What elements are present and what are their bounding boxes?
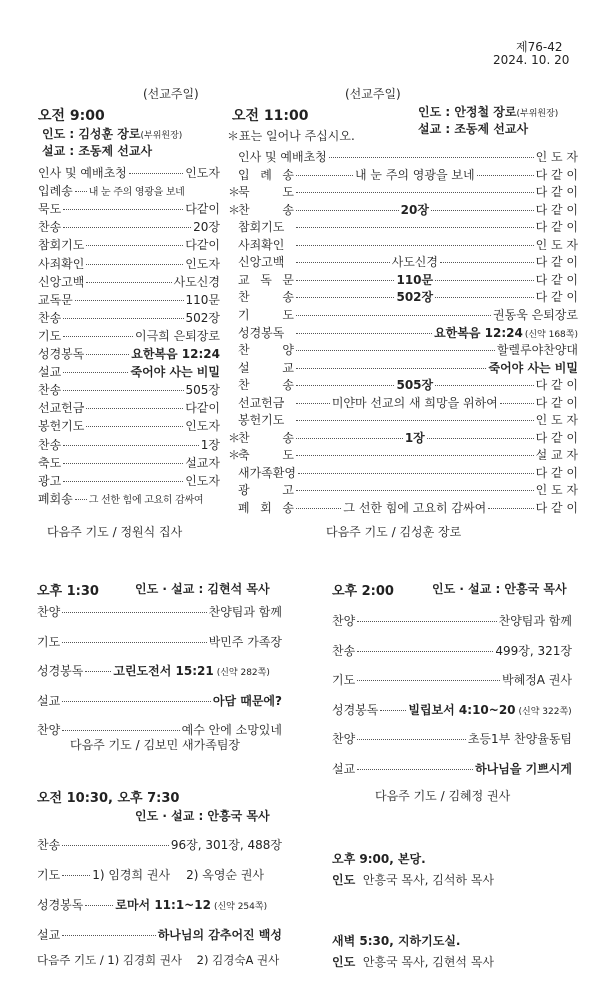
left-order-label: 축도 [38,455,62,470]
left-order-row [38,490,220,507]
left-order-value: 1장 [200,437,220,452]
right-order-label: 묵 도 [238,185,294,200]
right-order-row [228,236,578,253]
pm200-value: 초등1부 찬양율동팀 [467,732,572,746]
dot-leader [296,262,390,263]
pm200-value: 499장, 321장 [495,643,572,658]
pm200-value: 하나님을 기쁘시게 [475,761,572,776]
left-order-label: 참회기도 [38,238,85,253]
right-order-row [228,341,578,358]
am1030-prayer-row: 기도 1) 임경희 권사 2) 옥영순 권사 [37,868,264,882]
left-order-label: 교독문 [38,292,73,307]
left-order-value: 이극희 은퇴장로 [135,328,220,343]
pm130-note: (신약 282쪽) [216,668,270,678]
dot-leader [62,642,206,643]
dot-leader [62,612,206,613]
left-order-label: 기도 [38,328,62,343]
left-order-value: 설교자 [185,455,220,470]
right-order-value: 설 교 자 [535,448,578,463]
pm200-next-prayer: 다음주 기도 / 김혜정 권사 [375,789,511,803]
pm200-value: 찬양팀과 함께 [498,614,572,628]
right-order-label: 찬 송 [238,430,294,445]
right-order-value: 다 같 이 [535,378,578,393]
pm130-label: 찬양 [37,605,61,619]
right-order-label: 교 독 문 [238,272,294,287]
left-order-label: 폐회송 [38,491,73,506]
pm200-label: 찬양 [332,732,356,746]
dot-leader [296,175,353,176]
right-order-value: 다 같 이 [535,202,579,217]
dot-leader [296,192,534,193]
dot-leader [427,438,534,439]
left-order-center: 내 눈 주의 영광을 보네 [88,187,185,199]
left-order-row [38,182,220,199]
am1030-next-prayer: 다음주 기도 / 1) 김경희 권사 2) 김경숙A 권사 [37,953,280,967]
stand-marker: ＊ [228,430,241,445]
right-order-center: 505장 [396,378,434,393]
left-order-value: 인도자 [185,166,220,180]
stand-marker: ＊ [228,185,241,200]
dot-leader [296,210,399,211]
dot-leader [85,671,111,672]
right-order-value: 다 같 이 [535,430,579,445]
right-order-value: 다 같 이 [535,465,578,480]
left-order-label: 인사 및 예배초청 [38,166,127,180]
dot-leader [296,385,394,386]
dot-leader [435,297,533,298]
right-order-value: 다 같 이 [535,501,578,515]
dot-leader [329,157,534,158]
left-order-row [38,291,220,308]
dot-leader [62,701,211,702]
dot-leader [435,280,533,281]
dot-leader [86,245,183,246]
right-order-label: 찬 송 [238,378,294,393]
dot-leader [296,438,403,439]
right-order-row [228,218,578,235]
dot-leader [488,508,533,509]
left-order-value: 다같이 [185,238,220,253]
dot-leader [357,769,473,770]
right-order-center: 사도신경 [391,255,438,270]
left-order-label: 사죄확인 [38,256,85,271]
pm130-value: 아담 때문에? [212,693,282,708]
right-order-label: 폐 회 송 [238,501,294,515]
dawn-leader-row: 인도 안흥국 목사, 김현석 목사 [332,955,495,969]
right-order-label: 사죄확인 [238,237,285,252]
pm130-leader: 인도 · 설교 : 김현석 목사 [135,582,270,596]
pm200-label: 찬송 [332,643,356,658]
right-order-note: (신약 168쪽) [524,329,578,340]
pm130-label: 설교 [37,693,61,708]
dot-leader [63,481,183,482]
right-order-value: 인 도 자 [535,150,578,164]
dot-leader [63,372,128,373]
pm200-row [332,671,572,688]
left-order-row [38,363,220,380]
stand-note: ＊표는 일어나 주십시오. [227,129,355,143]
right-subtitle: (선교주일) [345,87,401,101]
left-order-row [38,381,220,398]
right-order-row [228,394,578,411]
pm200-label: 설교 [332,761,356,776]
right-order-center: 1장 [404,430,425,445]
right-order-value: 다 같 이 [535,395,578,410]
right-order-center: 그 선한 힘에 고요히 감싸여 [343,501,487,515]
left-time: 오전 9:00 [38,108,105,124]
left-order-label: 봉헌기도 [38,419,85,434]
right-order-label: 입 례 송 [238,167,294,182]
dot-leader [63,227,191,228]
right-next-prayer: 다음주 기도 / 김성훈 장로 [326,525,462,539]
right-order-row [228,166,578,183]
pm130-label: 찬양 [37,723,61,737]
left-order-row [38,164,220,181]
right-order-value: 다 같 이 [535,272,578,287]
left-order-value: 505장 [185,383,220,398]
dot-leader [357,680,500,681]
right-order-row [228,376,578,393]
pm200-leader: 인도 · 설교 : 안흥국 목사 [432,582,567,596]
pm130-row [37,603,282,620]
dot-leader [296,455,534,456]
left-order-value: 죽어야 사는 비밀 [130,365,220,380]
left-order-value: 인도자 [185,473,220,488]
right-order-row [228,464,578,481]
right-order-value: 죽어야 사는 비밀 [488,360,578,375]
dot-leader [63,336,133,337]
right-order-label: 찬 송 [238,290,294,305]
dot-leader [296,245,534,246]
left-order-value: 인도자 [185,256,220,271]
pm200-row [332,701,572,718]
left-order-row [38,327,220,344]
dot-leader [296,420,534,421]
pm200-value: 빌립보서 4:10~20 [408,702,516,717]
pm200-row [332,760,572,777]
dot-leader [296,227,534,228]
dot-leader [63,390,183,391]
dot-leader [357,739,466,740]
am1030-sermon-row: 설교 하나님의 감추어진 백성 [37,928,282,942]
dot-leader [296,333,432,334]
right-order-row [228,429,578,446]
dot-leader [86,282,171,283]
right-order-center: 미얀마 선교의 새 희망을 위하여 [331,395,498,410]
left-order-row [38,399,220,416]
right-order-row [228,499,578,516]
left-order-value: 110문 [185,292,220,307]
dot-leader [63,445,199,446]
pm130-value: 예수 안에 소망있네 [181,723,282,737]
pm200-time: 오후 2:00 [332,584,394,599]
pm130-label: 성경봉독 [37,664,84,678]
dot-leader [129,173,183,174]
dot-leader [62,730,179,731]
dot-leader [296,280,394,281]
am1030-leader: 인도 · 설교 : 안흥국 목사 [135,809,270,823]
right-order-label: 인사 및 예배초청 [238,150,327,164]
left-order-row [38,417,220,434]
dot-leader [63,318,183,319]
right-order-label: 축 도 [238,448,294,463]
stand-marker: ＊ [228,202,241,217]
left-order-row [38,454,220,471]
right-order-center: 110문 [396,272,434,287]
dot-leader [357,621,496,622]
left-order-value: 20장 [193,220,220,235]
right-order-label: 선교헌금 [238,395,285,410]
left-order-label: 성경봉독 [38,347,85,361]
right-order-label: 찬 송 [238,202,294,217]
dot-leader [296,508,341,509]
dot-leader [296,490,534,491]
right-order-row [228,253,578,270]
right-order-row [228,359,578,376]
left-order-value: 다같이 [185,202,220,217]
left-order-value: 요한복음 12:24 [131,347,220,361]
bulletin-number: 제76-42 [516,40,563,54]
left-order-center: 그 선한 힘에 고요히 감싸여 [88,494,204,506]
dot-leader [477,175,534,176]
right-order-label: 광 고 [238,483,294,498]
pm130-time: 오후 1:30 [37,584,99,599]
right-order-label: 설 교 [238,360,294,375]
pm130-row [37,662,282,679]
dot-leader [86,408,183,409]
right-order-value: 다 같 이 [535,167,578,182]
dawn-time: 새벽 5:30, 지하기도실. [332,934,461,948]
pm130-row [37,633,282,650]
dot-leader [357,651,493,652]
right-order-row [228,411,578,428]
bulletin-date: 2024. 10. 20 [493,53,570,67]
am1030-reading-row: 성경봉독 로마서 11:1~12 (신약 254쪽) [37,898,268,912]
right-order-center: 내 눈 주의 영광을 보네 [355,167,475,182]
right-order-row [228,324,578,341]
right-order-value: 권동욱 은퇴장로 [493,307,578,322]
left-order-value: 인도자 [185,419,220,434]
pm130-next-prayer: 다음주 기도 / 김보민 새가족팀장 [70,738,240,752]
stand-marker: ＊ [228,448,241,463]
pm200-label: 성경봉독 [332,702,379,717]
left-order-row [38,472,220,489]
left-order-label: 선교헌금 [38,401,85,416]
dot-leader [75,499,87,500]
dot-leader [75,300,184,301]
right-order-row [228,288,578,305]
left-order-label: 입례송 [38,184,73,199]
left-order-label: 신앙고백 [38,274,85,289]
right-order-value: 다 같 이 [535,185,578,200]
right-order-row [228,481,578,498]
left-order-row [38,273,220,290]
left-order-row [38,200,220,217]
left-order-value: 502장 [185,310,220,325]
left-order-row [38,436,220,453]
pm130-label: 기도 [37,634,61,649]
dot-leader [296,368,486,369]
dot-leader [63,463,183,464]
left-order-label: 찬송 [38,383,62,398]
right-order-label: 기 도 [238,307,294,322]
left-order-value: 다같이 [185,401,220,416]
left-next-prayer: 다음주 기도 / 정원식 집사 [47,525,183,539]
right-order-value: 인 도 자 [535,413,578,428]
dot-leader [75,191,87,192]
right-order-label: 새가족환영 [238,465,296,480]
left-order-value: 사도신경 [173,274,220,289]
right-order-row [228,201,578,218]
dot-leader [500,403,534,404]
right-order-label: 신앙고백 [238,255,285,270]
pm200-row [332,612,572,629]
left-subtitle: (선교주일) [143,87,199,101]
dot-leader [296,403,330,404]
dot-leader [296,315,491,316]
right-order-row [228,271,578,288]
right-order-row [228,446,578,463]
right-order-value: 요한복음 12:24 [434,325,523,340]
dot-leader [435,385,533,386]
pm200-label: 기도 [332,673,356,687]
dot-leader [86,426,183,427]
left-order-label: 찬송 [38,437,62,452]
left-preacher: 설교 : 조동제 선교사 [42,144,153,158]
left-order-label: 광고 [38,473,62,488]
dot-leader [63,209,183,210]
right-order-value: 다 같 이 [535,220,578,235]
pm130-value: 박민주 가족장 [208,634,282,649]
left-order-label: 찬송 [38,220,62,235]
right-order-label: 성경봉독 [238,325,285,340]
right-preacher: 설교 : 조동제 선교사 [418,122,529,136]
right-leader: 인도 : 안정철 장로(부위원장) [418,105,559,119]
right-order-label: 찬 양 [238,343,294,358]
dot-leader [380,710,406,711]
right-order-center: 502장 [396,290,434,305]
right-time: 오전 11:00 [232,108,309,124]
left-order-row [38,218,220,235]
dot-leader [440,262,534,263]
left-order-label: 설교 [38,365,62,380]
pm130-value: 고린도전서 15:21 [113,664,214,678]
dot-leader [298,473,534,474]
pm900-time: 오후 9:00, 본당. [332,852,426,866]
dot-leader [86,354,129,355]
left-order-row [38,255,220,272]
right-order-row [228,183,578,200]
right-order-value: 다 같 이 [535,290,578,305]
right-order-value: 인 도 자 [535,237,578,252]
right-order-center: 20장 [400,202,429,217]
dot-leader [296,297,394,298]
right-order-row [228,306,578,323]
am1030-time: 오전 10:30, 오후 7:30 [37,791,180,806]
pm200-note: (신약 322쪽) [518,706,572,717]
right-order-value: 인 도 자 [535,483,578,498]
pm130-value: 찬양팀과 함께 [208,605,282,619]
dot-leader [86,264,183,265]
am1030-hymn-row: 찬송 96장, 301장, 488장 [37,838,282,852]
right-order-value: 할렐루야찬양대 [496,343,578,358]
right-order-value: 다 같 이 [535,255,578,270]
pm200-label: 찬양 [332,614,356,628]
pm200-value: 박혜정A 권사 [502,673,572,687]
left-order-label: 묵도 [38,202,62,217]
dot-leader [296,350,495,351]
pm200-row [332,730,572,747]
right-order-label: 봉헌기도 [238,413,285,428]
left-leader: 인도 : 김성훈 장로(부위원장) [42,127,183,141]
pm900-leader-row: 인도 안흥국 목사, 김석하 목사 [332,873,495,887]
right-order-row [228,148,578,165]
pm130-row [37,692,282,709]
left-order-row [38,345,220,362]
pm200-row [332,642,572,659]
left-order-label: 찬송 [38,310,62,325]
right-order-label: 참회기도 [238,220,285,235]
dot-leader [431,210,534,211]
left-order-row [38,309,220,326]
left-order-row [38,236,220,253]
